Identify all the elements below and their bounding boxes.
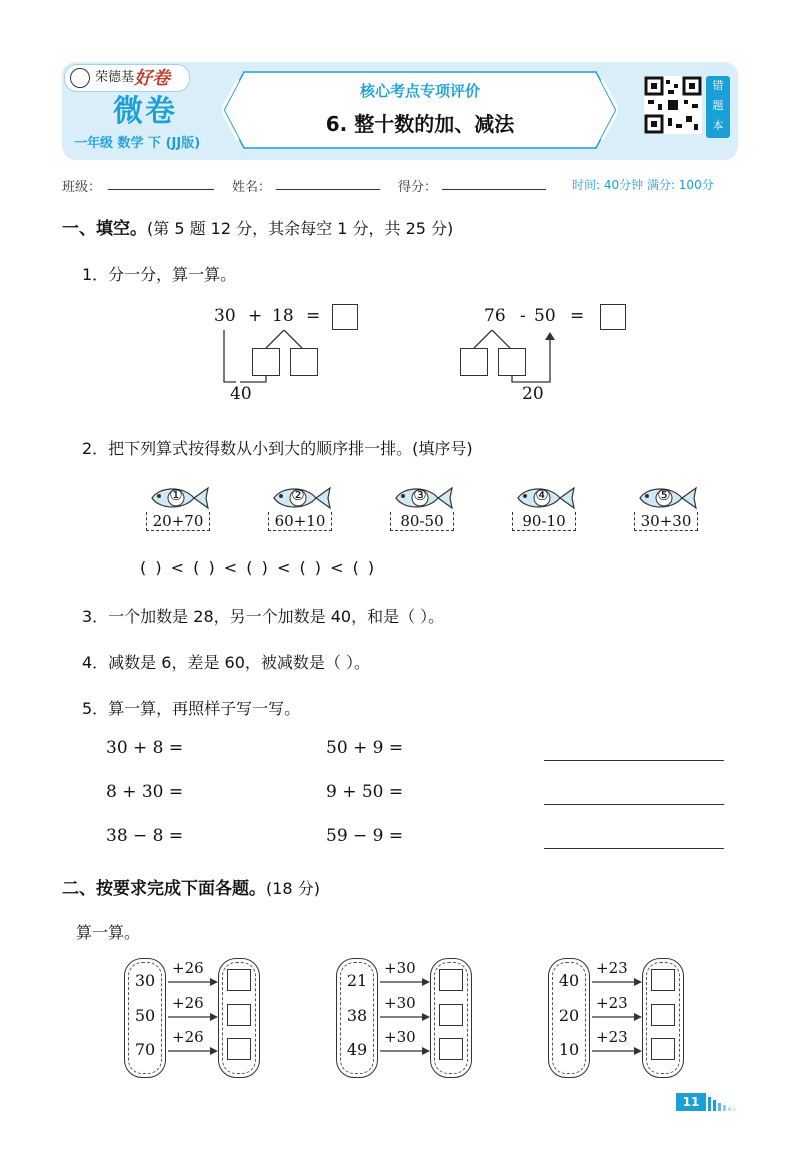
arrow-right-icon <box>166 1046 220 1056</box>
answer-box[interactable] <box>439 1004 463 1026</box>
mistake-book-char: 本 <box>712 119 724 132</box>
answer-box[interactable] <box>651 1038 675 1060</box>
q1-left-op: + <box>248 306 263 326</box>
q1-right-answer-box[interactable] <box>600 304 626 330</box>
order-answer-row[interactable]: ( ) < ( ) < ( ) < ( ) < ( ) <box>140 558 377 577</box>
operation-label: +30 <box>384 1028 416 1046</box>
operation-label: +30 <box>384 959 416 977</box>
q5-answer-line[interactable] <box>544 804 724 805</box>
q5-col1-expr: 30 + 8 = <box>106 738 184 758</box>
fish-id: ③ <box>413 486 427 504</box>
start-number: 21 <box>346 971 368 990</box>
series-title: 微卷 <box>113 94 177 129</box>
arrow-right-icon <box>590 977 644 987</box>
q5-answer-line[interactable] <box>544 848 724 849</box>
section1-heading <box>62 214 453 239</box>
fish-expression: 60+10 <box>268 512 332 531</box>
start-number: 49 <box>346 1040 368 1059</box>
q1-right-split-box[interactable] <box>460 348 488 376</box>
section2-sub: 算一算。 <box>76 923 141 942</box>
q1-right-op: - <box>520 306 526 326</box>
answer-box[interactable] <box>439 1038 463 1060</box>
arrow-right-icon <box>378 1046 432 1056</box>
start-number: 38 <box>346 1006 368 1025</box>
brand-logo: 好卷 <box>134 68 170 89</box>
section1-title: 一、填空。 <box>62 219 147 239</box>
start-number: 50 <box>134 1006 156 1025</box>
q5-col1-expr: 38 − 8 = <box>106 826 184 846</box>
q1-left-split-box[interactable] <box>252 348 280 376</box>
publisher-label: 荣德基 <box>64 64 190 92</box>
q5-col2-expr: 9 + 50 = <box>326 782 404 802</box>
fish-id: ② <box>291 486 305 504</box>
arrow-right-icon <box>590 1046 644 1056</box>
q1-right-b: 50 <box>534 306 556 326</box>
operation-label: +26 <box>172 994 204 1012</box>
arrow-right-icon <box>590 1012 644 1022</box>
operation-label: +23 <box>596 1028 628 1046</box>
mistake-book-char: 题 <box>712 99 724 112</box>
page-bars-icon <box>708 1095 738 1111</box>
start-number: 70 <box>134 1040 156 1059</box>
q5-col2-expr: 59 − 9 = <box>326 826 404 846</box>
q1-right-a: 76 <box>484 306 506 326</box>
section2-title: 二、按要求完成下面各题。 <box>62 879 266 899</box>
start-number: 10 <box>558 1040 580 1059</box>
q1-left-b: 18 <box>272 306 294 326</box>
fish-id: ④ <box>535 486 549 504</box>
q4-text: 4．减数是 6，差是 60，被减数是（ ）。 <box>82 653 370 672</box>
score-field[interactable] <box>442 189 546 190</box>
q1-right-split-box[interactable] <box>498 348 526 376</box>
name-field[interactable] <box>276 189 380 190</box>
answer-box[interactable] <box>439 969 463 991</box>
q5-text: 5．算一算，再照样子写一写。 <box>82 699 301 718</box>
answer-box[interactable] <box>651 969 675 991</box>
fish-expression: 20+70 <box>146 512 210 531</box>
class-label: 班级： <box>62 180 102 195</box>
mistake-book-tag <box>706 76 730 138</box>
operation-label: +23 <box>596 959 628 977</box>
section1-note: (第 5 题 12 分，其余每空 1 分，共 25 分) <box>147 219 454 238</box>
q5-answer-line[interactable] <box>544 760 724 761</box>
answer-box[interactable] <box>227 1038 251 1060</box>
arrow-right-icon <box>166 1012 220 1022</box>
section2-heading <box>62 874 320 899</box>
mascot-icon <box>70 68 90 88</box>
arrow-right-icon <box>378 977 432 987</box>
class-field[interactable] <box>108 189 214 190</box>
arrow-right-icon <box>166 977 220 987</box>
arrow-right-icon <box>378 1012 432 1022</box>
score-label: 得分： <box>398 180 438 195</box>
fish-expression: 30+30 <box>634 512 698 531</box>
start-number: 40 <box>558 971 580 990</box>
fish-id: ⑤ <box>657 486 671 504</box>
q1-text: 1．分一分，算一算。 <box>82 265 237 284</box>
operation-label: +26 <box>172 959 204 977</box>
name-label: 姓名： <box>232 180 272 195</box>
page-title: 6. 整十数的加、减法 <box>325 112 515 136</box>
q1-left-a: 30 <box>214 306 236 326</box>
q1-left-answer-box[interactable] <box>332 304 358 330</box>
qr-code-icon[interactable] <box>644 76 702 134</box>
grade-label: 一年级 数学 下 (JJ版) <box>74 136 201 151</box>
time-score-info: 时间: 40分钟 满分: 100分 <box>572 178 714 192</box>
fish-id: ① <box>169 486 183 504</box>
q1-right-result: 20 <box>522 384 544 404</box>
operation-label: +30 <box>384 994 416 1012</box>
page-number: 11 <box>676 1093 706 1111</box>
fish-expression: 80-50 <box>390 512 454 531</box>
section2-note: (18 分) <box>266 879 320 898</box>
start-number: 20 <box>558 1006 580 1025</box>
q5-col1-expr: 8 + 30 = <box>106 782 184 802</box>
fish-expression: 90-10 <box>512 512 576 531</box>
q1-left-split-box[interactable] <box>290 348 318 376</box>
q1-left-result: 40 <box>230 384 252 404</box>
operation-label: +23 <box>596 994 628 1012</box>
q1-left-eq: = <box>306 306 321 326</box>
q2-text: 2．把下列算式按得数从小到大的顺序排一排。(填序号) <box>82 439 473 458</box>
q3-text: 3．一个加数是 28，另一个加数是 40，和是（ ）。 <box>82 607 445 626</box>
answer-box[interactable] <box>227 1004 251 1026</box>
q5-col2-expr: 50 + 9 = <box>326 738 404 758</box>
q1-right-eq: = <box>570 306 585 326</box>
mistake-book-char: 错 <box>712 79 724 92</box>
answer-box[interactable] <box>227 969 251 991</box>
answer-box[interactable] <box>651 1004 675 1026</box>
start-number: 30 <box>134 971 156 990</box>
subtitle: 核心考点专项评价 <box>359 82 480 100</box>
operation-label: +26 <box>172 1028 204 1046</box>
